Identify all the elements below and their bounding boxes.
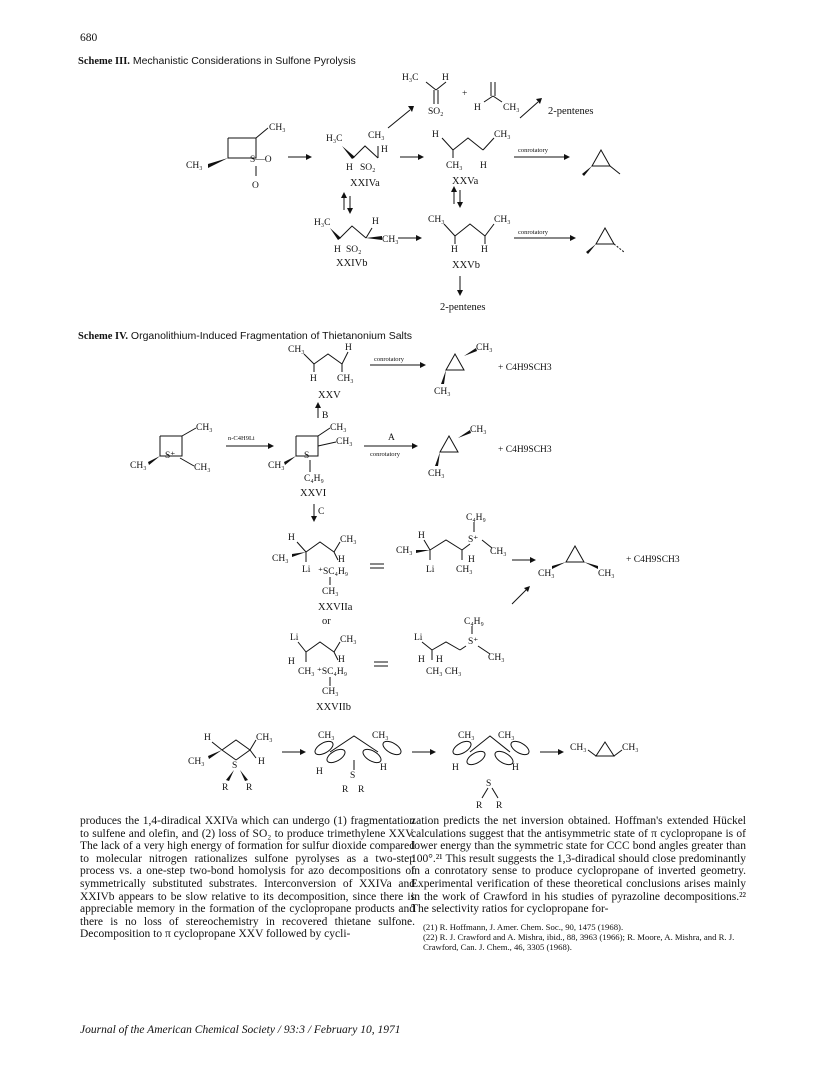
svg-text:H: H	[338, 655, 345, 665]
svg-text:H₃C: H₃C	[326, 134, 343, 144]
right-column-text: zation predicts the net inversion obtained. Hoffman's extended Hückel calculations suggest that the antisymmetric state of π cyclopropane is of lower energy than the symmetric state for CCC bond angles greater than 100°.²¹ This result suggests the 1,3-diradical should close predominantly in a conrotatory sense to produce cyclopropane of inverted geometry. Experimental verification of these theoretical conclusions arises mainly in the work of Crawford in his studies of pyrazoline decompositions.²² The selectivity ratios for cyclopropane for-	[411, 815, 746, 916]
svg-text:S⁺: S⁺	[468, 535, 479, 545]
svg-text:SO₂: SO₂	[428, 107, 444, 117]
label-pentenes-top: 2-pentenes	[548, 106, 594, 117]
journal-footer: Journal of the American Chemical Society / 93:3 / February 10, 1971	[80, 1024, 401, 1036]
svg-text:H: H	[334, 245, 341, 255]
svg-text:SO₂: SO₂	[360, 163, 376, 173]
svg-text:CH₃: CH₃	[340, 635, 357, 645]
reagent-label: n-C4H9Li	[228, 435, 255, 442]
sulfurane-xxvi	[268, 423, 353, 499]
svg-text:S⁺: S⁺	[468, 637, 479, 647]
svg-text:CH₃: CH₃	[598, 569, 615, 579]
svg-text:C₄H₉: C₄H₉	[464, 617, 484, 627]
svg-text:C₄H₉: C₄H₉	[466, 513, 486, 523]
thietanonium-salt	[130, 423, 213, 473]
ylide-xxviia	[272, 533, 357, 627]
svg-text:H: H	[372, 217, 379, 227]
svg-text:H: H	[288, 533, 295, 543]
svg-text:CH₃: CH₃	[269, 123, 286, 133]
svg-text:CH₃: CH₃	[368, 131, 385, 141]
svg-text:S: S	[486, 779, 492, 789]
svg-text:R: R	[496, 801, 503, 811]
svg-text:CH₃: CH₃	[622, 743, 639, 753]
svg-text:CH₃: CH₃	[188, 757, 205, 767]
svg-text:R: R	[222, 783, 229, 793]
svg-text:H: H	[468, 555, 475, 565]
byproduct-a: + C4H9SCH3	[498, 445, 552, 455]
diradical-xxvb	[428, 215, 511, 271]
svg-text:H₃C: H₃C	[314, 218, 331, 228]
svg-text:C₄H₉: C₄H₉	[304, 474, 324, 484]
label-xxvi: XXVI	[300, 488, 327, 499]
svg-text:CH₃: CH₃	[538, 569, 555, 579]
svg-text:CH₃: CH₃	[322, 587, 339, 597]
svg-text:S⁺: S⁺	[165, 451, 176, 461]
equilibrium-arrows-left	[341, 192, 353, 214]
scheme-3-title	[78, 55, 356, 67]
ylide-xxviib	[288, 633, 357, 713]
svg-text:H: H	[481, 245, 488, 255]
svg-text:H: H	[512, 763, 519, 773]
byproduct-c: + C4H9SCH3	[626, 555, 680, 565]
svg-text:CH₃: CH₃	[256, 733, 273, 743]
svg-text:H: H	[436, 655, 443, 665]
svg-text:CH₃: CH₃	[186, 161, 203, 171]
left-column	[80, 815, 415, 941]
svg-text:CH₃: CH₃	[337, 374, 354, 384]
orbital-diagram-2	[451, 731, 531, 811]
svg-text:⁺SC₄H₉: ⁺SC₄H₉	[318, 567, 349, 577]
path-b-label: B	[322, 411, 329, 421]
label-xxviia: XXVIIa	[318, 602, 353, 613]
svg-text:H: H	[345, 343, 352, 353]
svg-text:CH₃: CH₃	[503, 103, 520, 113]
label-pentenes-bottom: 2-pentenes	[440, 302, 486, 313]
svg-text:Li: Li	[414, 633, 423, 643]
cyclopropane-product-b	[434, 343, 493, 397]
label-xxv: XXV	[318, 390, 341, 401]
scheme-3-diagram	[0, 68, 820, 318]
svg-text:R: R	[342, 785, 349, 795]
equals-sign-2	[374, 662, 388, 666]
svg-text:H: H	[380, 763, 387, 773]
orbital-diagram-1	[313, 731, 403, 795]
path-a-label: A	[388, 433, 395, 443]
svg-text:S: S	[304, 451, 310, 461]
svg-text:CH₃: CH₃	[456, 565, 473, 575]
svg-text:SO₂: SO₂	[346, 245, 362, 255]
svg-text:H: H	[316, 767, 323, 777]
svg-text:CH₃: CH₃	[318, 731, 335, 741]
label-xxva: XXVa	[452, 176, 479, 187]
svg-text:CH₃: CH₃	[476, 343, 493, 353]
cyclopropane-trans-1	[582, 150, 620, 176]
label-xxviib: XXVIIb	[316, 702, 351, 713]
svg-text:CH₃: CH₃	[488, 653, 505, 663]
label-xxvb: XXVb	[452, 260, 480, 271]
diradical-xxivb	[314, 217, 399, 269]
svg-text:H: H	[474, 103, 481, 113]
svg-text:Li: Li	[302, 565, 311, 575]
svg-text:CH₃: CH₃	[372, 731, 389, 741]
svg-text:H: H	[310, 374, 317, 384]
svg-text:H: H	[381, 145, 388, 155]
conrotatory-label-1: conrotatory	[518, 147, 548, 154]
svg-text:CH₃: CH₃	[494, 130, 511, 140]
svg-text:CH₃: CH₃	[130, 461, 147, 471]
svg-text:R: R	[246, 783, 253, 793]
svg-text:CH₃: CH₃	[498, 731, 515, 741]
svg-text:H: H	[204, 733, 211, 743]
scheme-3-caption: Mechanistic Considerations in Sulfone Pyrolysis	[132, 55, 356, 67]
svg-text:Li: Li	[290, 633, 299, 643]
label-xxiva: XXIVa	[350, 178, 380, 189]
conrotatory-label-4: conrotatory	[370, 451, 400, 458]
svg-text:O: O	[252, 181, 259, 191]
equals-sign-1	[370, 564, 384, 568]
svg-text:CH₃: CH₃	[428, 215, 445, 225]
reference-21: (21) R. Hoffmann, J. Amer. Chem. Soc., 90, 1475 (1968).	[423, 921, 624, 932]
byproduct-b: + C4H9SCH3	[498, 363, 552, 373]
svg-text:CH₃: CH₃	[268, 461, 285, 471]
diradical-xxv	[288, 343, 354, 401]
page-number: 680	[80, 32, 98, 44]
svg-text:H₃C: H₃C	[402, 73, 419, 83]
svg-text:CH₃ ⁺SC₄H₉: CH₃ ⁺SC₄H₉	[298, 667, 348, 677]
svg-text:H: H	[451, 245, 458, 255]
references	[411, 922, 746, 952]
svg-text:CH₃: CH₃	[340, 535, 357, 545]
svg-text:CH₃: CH₃	[470, 425, 487, 435]
cyclopropane-cis-final	[570, 742, 639, 756]
scheme-4-label: Scheme IV.	[78, 331, 128, 342]
scheme-4-diagram	[0, 340, 820, 810]
left-column-text: produces the 1,4-diradical XXIVa which can undergo (1) fragmentation to sulfene and olefin, and (2) loss of SO₂ to produce trimethylene XXV. The lack of a very high energy of formation for sulfur dioxide compared to molecular nitrogen rationalizes sulfone pyrolyses as a two-step process vs. a one-step two-bond homolysis for azo decompositions of symmetrically substituted substrates. Interconversion of XXIVa and XXIVb appears to be slow relative to its decomposition, since there is appreciable memory in the formation of the cyclopropane products and there is no loss of stereochemistry in recovered thietane sulfone. Decomposition to π cyclopropane XXV followed by cycli-	[80, 815, 415, 941]
svg-text:H: H	[442, 73, 449, 83]
label-xxivb: XXIVb	[336, 258, 368, 269]
svg-text:H: H	[432, 130, 439, 140]
cyclopropane-product-a	[428, 425, 487, 479]
label-or: or	[322, 616, 331, 627]
cyclopropane-cis-2	[538, 546, 615, 579]
svg-text:S: S	[350, 771, 356, 781]
svg-text:CH₃: CH₃	[434, 387, 451, 397]
ylide-xxviib-conformer	[414, 617, 505, 677]
svg-text:H: H	[418, 531, 425, 541]
svg-text:CH₃: CH₃	[196, 423, 213, 433]
svg-text:CH₃: CH₃	[446, 161, 463, 171]
scheme-4-caption: Organolithium-Induced Fragmentation of Thietanonium Salts	[130, 330, 413, 342]
conrotatory-label-3: conrotatory	[374, 356, 404, 363]
svg-text:H: H	[288, 657, 295, 667]
svg-text:CH₃: CH₃	[330, 423, 347, 433]
svg-text:H: H	[480, 161, 487, 171]
svg-text:CH₃: CH₃	[382, 235, 399, 245]
svg-text:CH₃: CH₃	[194, 463, 211, 473]
svg-text:H: H	[338, 555, 345, 565]
svg-text:H: H	[452, 763, 459, 773]
svg-text:H: H	[418, 655, 425, 665]
diradical-xxva	[432, 130, 511, 187]
svg-text:CH₃: CH₃	[322, 687, 339, 697]
svg-text:CH₃ CH₃: CH₃ CH₃	[426, 667, 462, 677]
sulfene-plus-propene	[402, 73, 520, 117]
svg-text:CH₃: CH₃	[458, 731, 475, 741]
path-c-label: C	[318, 507, 325, 517]
svg-text:CH₃: CH₃	[396, 546, 413, 556]
ylide-xxviia-conformer	[396, 513, 507, 575]
conrotatory-label-2: conrotatory	[518, 229, 548, 236]
svg-text:CH₃: CH₃	[288, 345, 305, 355]
plus-sign: +	[462, 89, 468, 99]
svg-text:H: H	[346, 163, 353, 173]
svg-text:CH₃: CH₃	[490, 547, 507, 557]
equilibrium-arrows-right	[451, 186, 463, 208]
svg-text:S—O: S—O	[250, 155, 272, 165]
thietane-sulfone	[186, 123, 286, 191]
thietane-ylide-orbital-start	[188, 733, 273, 793]
svg-text:R: R	[358, 785, 365, 795]
svg-text:R: R	[476, 801, 483, 811]
svg-text:CH₃: CH₃	[272, 554, 289, 564]
svg-text:H: H	[258, 757, 265, 767]
svg-text:Li: Li	[426, 565, 435, 575]
svg-text:CH₃: CH₃	[570, 743, 587, 753]
right-column	[411, 815, 746, 952]
svg-text:CH₃: CH₃	[428, 469, 445, 479]
svg-text:CH₃: CH₃	[336, 437, 353, 447]
diradical-xxiva	[326, 131, 388, 189]
svg-text:S: S	[232, 761, 238, 771]
reference-22: (22) R. J. Crawford and A. Mishra, ibid., 88, 3963 (1966); R. Moore, A. Mishra, and R. J. Crawford, Can. J. Chem., 46, 3305 (1968).	[423, 931, 735, 952]
cyclopropane-cis-1	[586, 228, 624, 254]
svg-text:CH₃: CH₃	[494, 215, 511, 225]
scheme-3-label: Scheme III.	[78, 56, 130, 67]
